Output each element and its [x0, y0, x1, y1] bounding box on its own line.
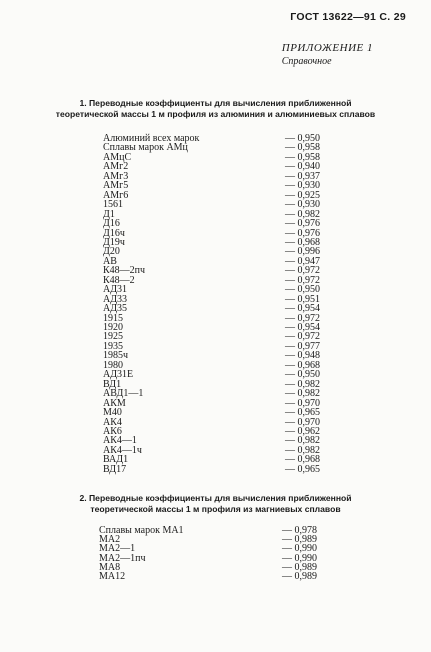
- alloy-name: АД33: [103, 293, 128, 305]
- alloy-name: 1915: [103, 312, 123, 324]
- coefficient-value: — 0,950: [285, 369, 320, 381]
- alloy-name: Д16ч: [103, 227, 125, 239]
- coefficient-value: — 0,990: [282, 552, 317, 564]
- coefficient-value: — 0,972: [285, 312, 320, 324]
- coefficient-value: — 0,972: [285, 265, 320, 277]
- coefficient-value: — 0,951: [285, 293, 320, 305]
- coefficient-value: — 0,970: [285, 416, 320, 428]
- coefficient-value: — 0,982: [285, 388, 320, 400]
- alloy-name: М40: [103, 407, 122, 419]
- coefficient-value: — 0,970: [285, 397, 320, 409]
- alloy-name: Д19ч: [103, 236, 125, 248]
- coefficient-value: — 0,978: [282, 525, 317, 536]
- alloy-name: АМг2: [103, 161, 129, 173]
- coefficient-value: — 0,925: [285, 189, 320, 201]
- coefficient-value: — 0,930: [285, 180, 320, 192]
- coefficient-value: — 0,965: [285, 463, 320, 475]
- alloy-name: К48—2пч: [103, 265, 146, 277]
- coefficient-value: — 0,968: [285, 359, 320, 371]
- coefficient-value: — 0,947: [285, 255, 320, 267]
- coefficient-value: — 0,977: [285, 340, 320, 352]
- alloy-name: АВ: [103, 255, 117, 267]
- alloy-name: АК4—1: [103, 435, 137, 447]
- coefficient-value: — 0,972: [285, 331, 320, 343]
- alloy-name: АМг3: [103, 170, 129, 182]
- coefficient-value: — 0,968: [285, 454, 320, 466]
- coefficient-value: — 0,965: [285, 407, 320, 419]
- section2-heading: [0, 493, 431, 515]
- alloy-name: МА2—1: [99, 543, 136, 555]
- alloy-name: ВАД1: [103, 454, 129, 466]
- section1-heading-line2: теоретической массы 1 м профиля из алюминия и алюминиевых сплавов: [55, 109, 376, 119]
- coefficient-value: — 0,930: [285, 199, 320, 211]
- alloy-name: Д20: [103, 246, 120, 258]
- alloy-name: ВД17: [103, 463, 127, 475]
- coefficient-value: — 0,990: [282, 543, 317, 555]
- coefficient-value: — 0,996: [285, 246, 320, 258]
- alloy-name: МА2: [99, 534, 121, 546]
- section1-heading: [0, 98, 431, 120]
- table-row: [0, 465, 431, 475]
- alloy-name: МА8: [99, 561, 121, 573]
- alloy-name: Д1: [103, 208, 115, 220]
- alloy-name: Сплавы марок МА1: [99, 525, 184, 536]
- coefficient-value: — 0,982: [285, 444, 320, 456]
- coefficient-value: — 0,989: [282, 561, 317, 573]
- coefficient-value: — 0,950: [285, 133, 320, 144]
- alloy-name: 1561: [103, 199, 123, 211]
- alloy-name: АМг6: [103, 189, 129, 201]
- coefficient-value: — 0,976: [285, 218, 320, 230]
- coefficient-value: — 0,958: [285, 151, 320, 163]
- appendix-subtitle: Справочное: [281, 56, 332, 67]
- coefficient-value: — 0,954: [285, 322, 320, 333]
- alloy-name: ВД1: [103, 378, 122, 390]
- coefficient-value: — 0,958: [285, 142, 320, 154]
- alloy-name: АД31Е: [103, 369, 134, 381]
- section2-heading-line2: теоретической массы 1 м профиля из магниевых сплавов: [90, 504, 341, 514]
- alloy-name: АК4—1ч: [103, 444, 142, 456]
- alloy-name: Д16: [103, 218, 120, 230]
- alloy-name: 1925: [103, 331, 123, 343]
- coefficient-value: — 0,989: [282, 571, 317, 582]
- table-row: [0, 572, 431, 582]
- coefficient-value: — 0,972: [285, 274, 320, 286]
- alloy-name: 1920: [103, 322, 123, 333]
- section1-heading-line1: 1. Переводные коэффициенты для вычисления приближенной: [79, 98, 352, 108]
- section2-heading-line1: 2. Переводные коэффициенты для вычисления приближенной: [79, 493, 352, 503]
- alloy-name: 1935: [103, 340, 123, 352]
- alloy-name: АВД1—1: [103, 388, 144, 400]
- alloy-name: АД31: [103, 284, 128, 296]
- coefficient-value: — 0,982: [285, 378, 320, 390]
- coefficient-value: — 0,937: [285, 170, 320, 182]
- alloy-name: Алюминий всех марок: [103, 133, 200, 144]
- coefficient-value: — 0,989: [282, 534, 317, 546]
- coefficient-value: — 0,948: [285, 350, 320, 362]
- coefficient-value: — 0,976: [285, 227, 320, 239]
- alloy-name: 1985ч: [103, 350, 129, 362]
- alloy-name: 1980: [103, 359, 123, 371]
- alloy-name: МА12: [99, 571, 126, 582]
- alloy-name: АКМ: [103, 397, 126, 409]
- alloy-name: Сплавы марок АМц: [103, 142, 188, 154]
- coefficient-value: — 0,950: [285, 284, 320, 296]
- alloy-name: АМг5: [103, 180, 129, 192]
- alloy-name: АК4: [103, 416, 122, 428]
- alloy-name: МА2—1пч: [99, 552, 146, 564]
- coefficient-value: — 0,962: [285, 425, 320, 437]
- coefficient-value: — 0,982: [285, 435, 320, 447]
- coefficient-value: — 0,982: [285, 208, 320, 220]
- alloy-name: К48—2: [103, 274, 135, 286]
- alloy-name: АМцС: [103, 151, 132, 163]
- alloy-name: АД35: [103, 303, 128, 315]
- alloy-name: АК6: [103, 425, 122, 437]
- appendix-label: [282, 42, 373, 68]
- coefficient-value: — 0,954: [285, 303, 320, 315]
- appendix-title: ПРИЛОЖЕНИЕ 1: [281, 42, 373, 54]
- coefficient-value: — 0,968: [285, 236, 320, 248]
- coefficient-value: — 0,940: [285, 161, 320, 173]
- page-header: ГОСТ 13622—91 С. 29: [290, 11, 406, 23]
